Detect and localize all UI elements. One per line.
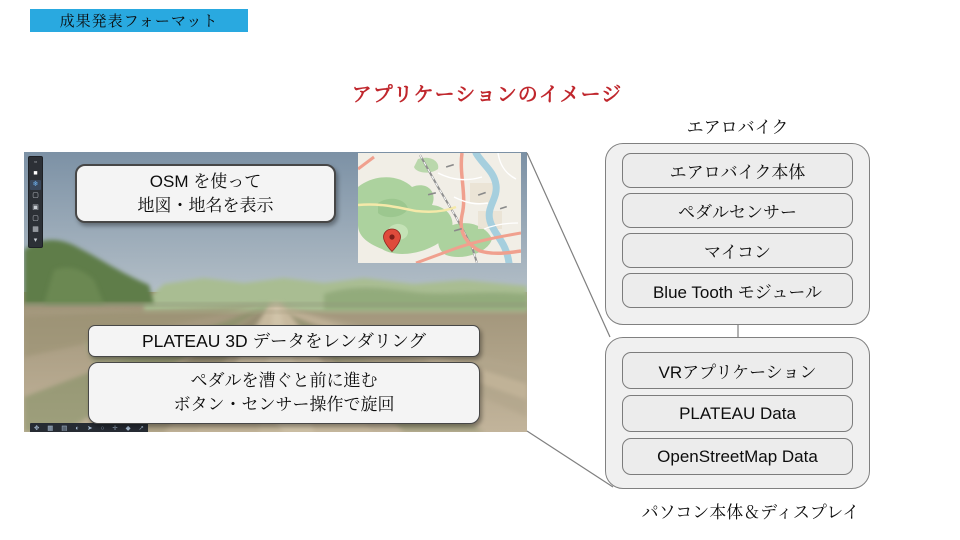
viewer-bottom-icon-5: ➤	[87, 424, 93, 432]
viewer-tool-icon-7: ▦	[32, 226, 39, 234]
viewer-bottom-icon-2: ▦	[47, 424, 54, 432]
pc-group-box	[605, 337, 870, 489]
viewer-tool-icon-1: ▫	[34, 158, 37, 166]
viewer-tool-icon-2: ■	[33, 169, 38, 177]
aerobike-item-bluetooth-module: Blue Tooth モジュール	[622, 273, 853, 308]
viewer-bottom-icon-3: ▤	[61, 424, 68, 432]
osm-minimap-graphic	[358, 153, 521, 263]
aerobike-item-pedal-sensor: ペダルセンサー	[622, 193, 853, 228]
osm-minimap	[358, 153, 521, 263]
pc-item-vr-application: VRアプリケーション	[622, 352, 853, 389]
viewer-left-toolbar	[28, 156, 43, 248]
viewer-bottom-icon-9: ↗	[138, 424, 144, 432]
pc-group-label: パソコン本体＆ディスプレイ	[641, 503, 860, 522]
aerobike-item-microcontroller: マイコン	[622, 233, 853, 268]
viewer-bottom-icon-7: ✛	[112, 424, 118, 432]
viewer-tool-icon-6: ▢	[32, 214, 39, 222]
viewer-bottom-toolbar	[30, 423, 148, 432]
viewer-bottom-icon-1: ✥	[33, 424, 40, 432]
application-screenshot	[24, 152, 527, 432]
pc-item-openstreetmap-data: OpenStreetMap Data	[622, 438, 853, 475]
aerobike-item-body: エアロバイク本体	[622, 153, 853, 188]
viewer-bottom-icon-6: ○	[100, 424, 105, 432]
viewer-tool-icon-5: ▣	[32, 203, 39, 211]
slide-tag-banner	[30, 9, 248, 32]
callout-plateau	[88, 325, 480, 357]
viewer-bottom-icon-4: ◐	[75, 424, 80, 432]
callout-pedal-line2: ボタン・センサー操作で旋回	[173, 395, 395, 414]
callout-osm	[75, 164, 336, 223]
viewer-tool-icon-4: ▢	[32, 192, 39, 200]
callout-osm-line2: 地図・地名を表示	[137, 195, 274, 215]
pc-item-plateau-data: PLATEAU Data	[622, 395, 853, 432]
callout-plateau-text: PLATEAU 3D データをレンダリング	[141, 331, 427, 351]
viewer-tool-icon-8: ▾	[33, 237, 38, 245]
aerobike-group-label: エアロバイク	[686, 118, 789, 137]
viewer-tool-icon-3: ❄	[30, 180, 41, 190]
slide-tag-text: 成果発表フォーマット	[59, 13, 219, 30]
callout-osm-line1: OSM を使って	[149, 171, 262, 191]
viewer-bottom-icon-8: ◆	[125, 424, 131, 432]
aerobike-group-box	[605, 143, 870, 325]
callout-pedal	[88, 362, 480, 424]
slide-title: アプリケーションのイメージ	[351, 84, 623, 106]
callout-pedal-line1: ペダルを漕ぐと前に進む	[190, 371, 378, 390]
